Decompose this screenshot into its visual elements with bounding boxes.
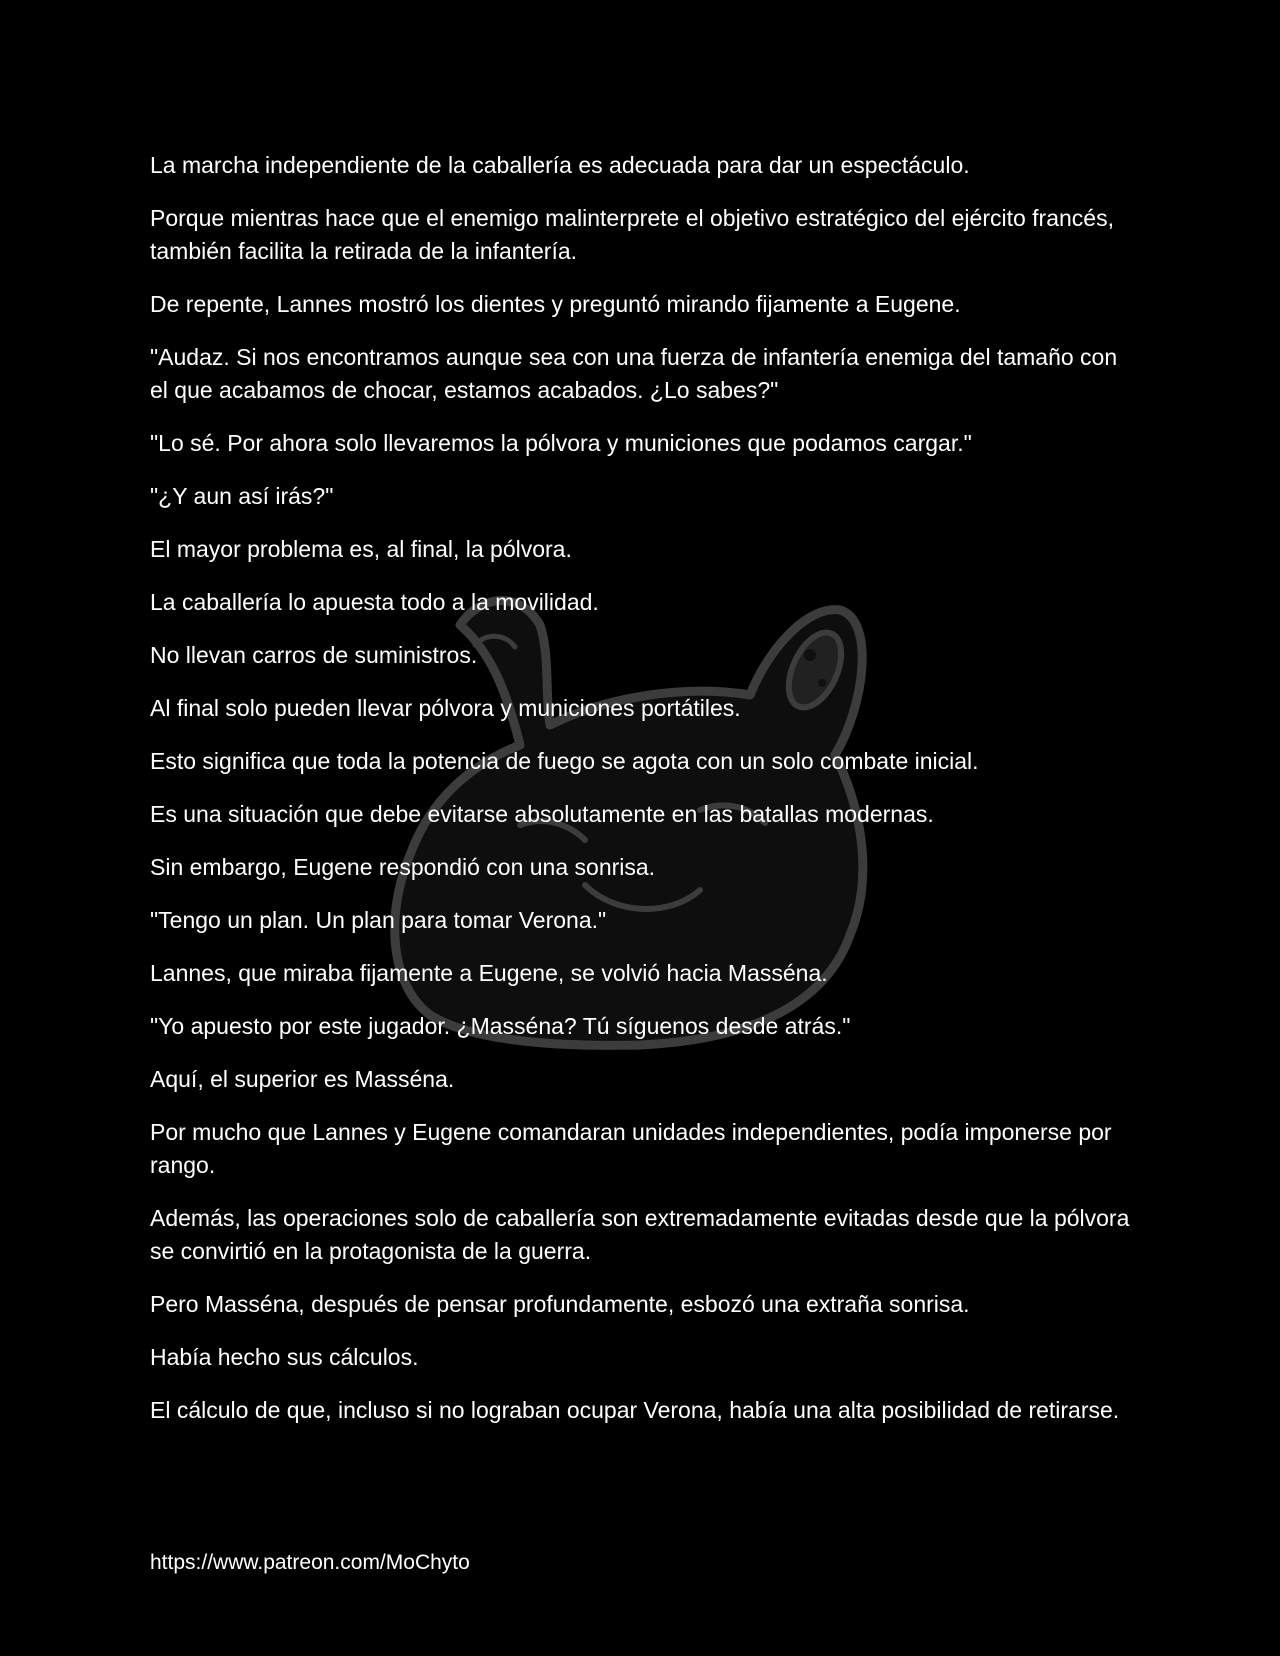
paragraph: No llevan carros de suministros.	[150, 642, 478, 668]
paragraph: Porque mientras hace que el enemigo malinterprete el objetivo estratégico del ejército francés, también facilita la retirada de la infantería.	[150, 205, 1114, 264]
paragraph: Además, las operaciones solo de caballería son extremadamente evitadas desde que la pólvora se convirtió en la protagonista de la guerra.	[150, 1205, 1130, 1264]
paragraph: Esto significa que toda la potencia de fuego se agota con un solo combate inicial.	[150, 748, 979, 774]
paragraph: "Lo sé. Por ahora solo llevaremos la pólvora y municiones que podamos cargar."	[150, 430, 972, 456]
paragraph: "¿Y aun así irás?"	[150, 483, 334, 509]
paragraph: "Tengo un plan. Un plan para tomar Verona."	[150, 907, 607, 933]
paragraph: De repente, Lannes mostró los dientes y preguntó mirando fijamente a Eugene.	[150, 291, 961, 317]
paragraph: Lannes, que miraba fijamente a Eugene, se volvió hacia Masséna.	[150, 960, 828, 986]
paragraph: Al final solo pueden llevar pólvora y municiones portátiles.	[150, 695, 741, 721]
paragraph: La marcha independiente de la caballería es adecuada para dar un espectáculo.	[150, 152, 970, 178]
paragraph: Sin embargo, Eugene respondió con una sonrisa.	[150, 854, 656, 880]
paragraph: "Yo apuesto por este jugador. ¿Masséna? Tú síguenos desde atrás."	[150, 1013, 851, 1039]
patreon-link[interactable]: https://www.patreon.com/MoChyto	[150, 1551, 470, 1574]
story-text	[150, 149, 1130, 1447]
paragraph: Por mucho que Lannes y Eugene comandaran unidades independientes, podía imponerse por rango.	[150, 1119, 1112, 1178]
paragraph: Aquí, el superior es Masséna.	[150, 1066, 455, 1092]
paragraph: Es una situación que debe evitarse absolutamente en las batallas modernas.	[150, 801, 934, 827]
paragraph: La caballería lo apuesta todo a la movilidad.	[150, 589, 599, 615]
paragraph: "Audaz. Si nos encontramos aunque sea con una fuerza de infantería enemiga del tamaño con el que acabamos de chocar, estamos acabados. ¿Lo sabes?"	[150, 344, 1118, 403]
paragraph: Pero Masséna, después de pensar profundamente, esbozó una extraña sonrisa.	[150, 1291, 970, 1317]
paragraph: El cálculo de que, incluso si no lograban ocupar Verona, había una alta posibilidad de retirarse.	[150, 1397, 1120, 1423]
paragraph: Había hecho sus cálculos.	[150, 1344, 419, 1370]
paragraph: El mayor problema es, al final, la pólvora.	[150, 536, 572, 562]
